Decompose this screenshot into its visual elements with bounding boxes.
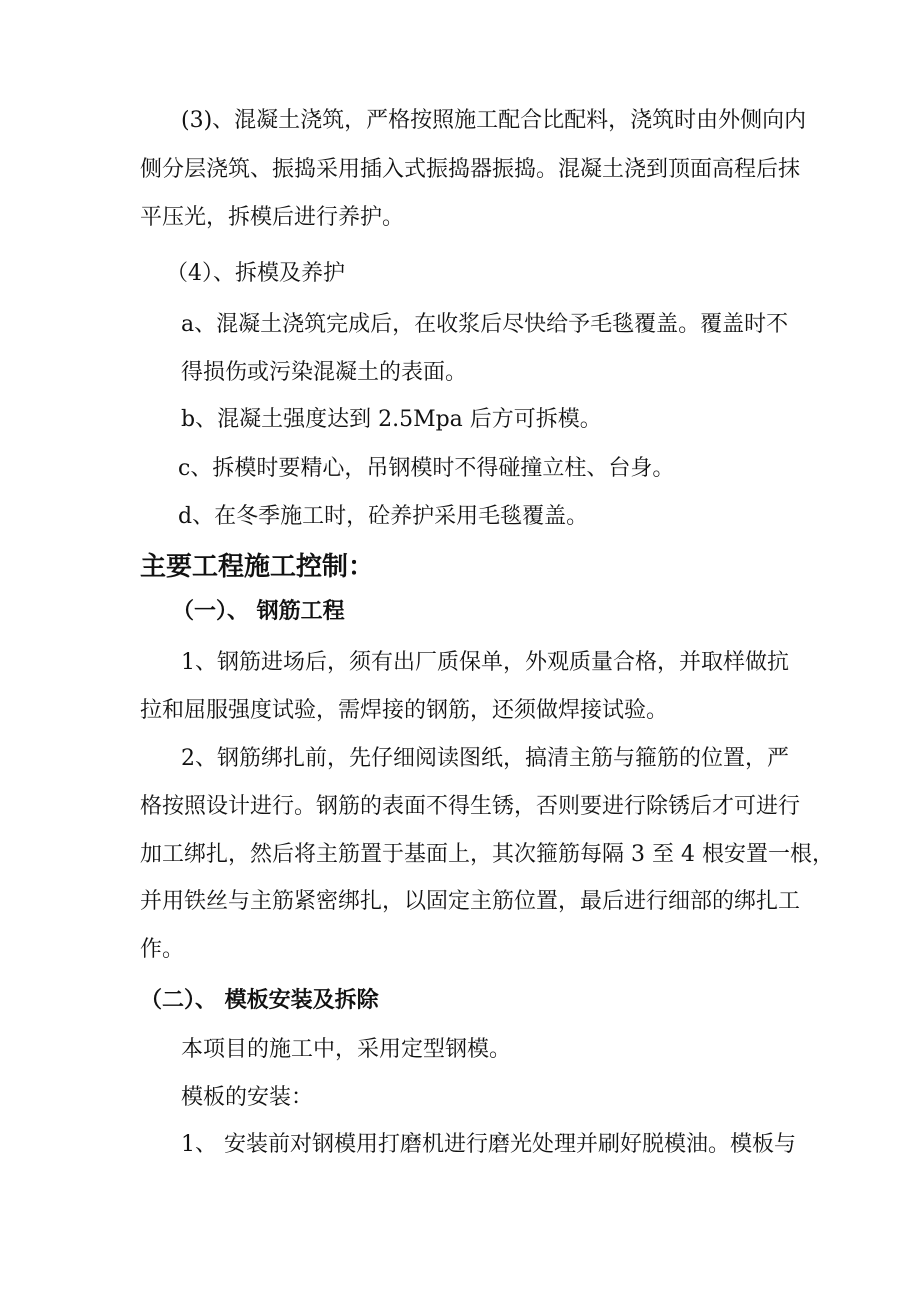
- rebar-p2-line-4: 并用铁丝与主筋紧密绑扎，以固定主筋位置，最后进行细部的绑扎工: [140, 889, 801, 914]
- formwork-p2: 模板的安装：: [181, 1085, 314, 1110]
- sec4-c: c、拆模时要精心，吊钢模时不得碰撞立柱、台身。: [178, 456, 675, 481]
- sec4-d: d、在冬季施工时，砼养护采用毛毯覆盖。: [178, 504, 589, 529]
- rebar-p2-line-5: 作。: [140, 937, 185, 962]
- rebar-p2-line-1: 2、钢筋绑扎前，先仔细阅读图纸，搞清主筋与箍筋的位置，严: [181, 746, 789, 771]
- formwork-heading: （二）、 模板安装及拆除: [140, 988, 379, 1013]
- rebar-p2-line-3: 加工绑扎，然后将主筋置于基面上，其次箍筋每隔 3 至 4 根安置一根，: [140, 842, 834, 867]
- main-heading: 主要工程施工控制：: [140, 552, 375, 582]
- formwork-p1: 本项目的施工中，采用定型钢模。: [181, 1037, 512, 1062]
- sec4-b: b、混凝土强度达到 2.5Mpa 后方可拆模。: [181, 407, 602, 432]
- rebar-heading: （一）、 钢筋工程: [172, 599, 345, 624]
- rebar-p2-line-2: 格按照设计进行。钢筋的表面不得生锈，否则要进行除锈后才可进行: [140, 794, 801, 819]
- sec3-line-1: (3)、混凝土浇筑，严格按照施工配合比配料，浇筑时由外侧向内: [181, 108, 807, 133]
- rebar-p1-line-2: 拉和屈服强度试验，需焊接的钢筋，还须做焊接试验。: [140, 698, 669, 723]
- sec3-line-3: 平压光，拆模后进行养护。: [140, 205, 405, 230]
- sec4-a-line-2: 得损伤或污染混凝土的表面。: [181, 360, 468, 385]
- formwork-p3-line-1: 1、 安装前对钢模用打磨机进行磨光处理并刷好脱模油。模板与: [181, 1132, 796, 1157]
- sec3-line-2: 侧分层浇筑、振捣采用插入式振捣器振捣。混凝土浇到顶面高程后抹: [140, 157, 801, 182]
- rebar-p1-line-1: 1、钢筋进场后，须有出厂质保单，外观质量合格，并取样做抗: [181, 650, 789, 675]
- sec4-heading: （4）、拆模及养护: [166, 261, 345, 286]
- sec4-a-line-1: a、混凝土浇筑完成后，在收浆后尽快给予毛毯覆盖。覆盖时不: [181, 312, 789, 337]
